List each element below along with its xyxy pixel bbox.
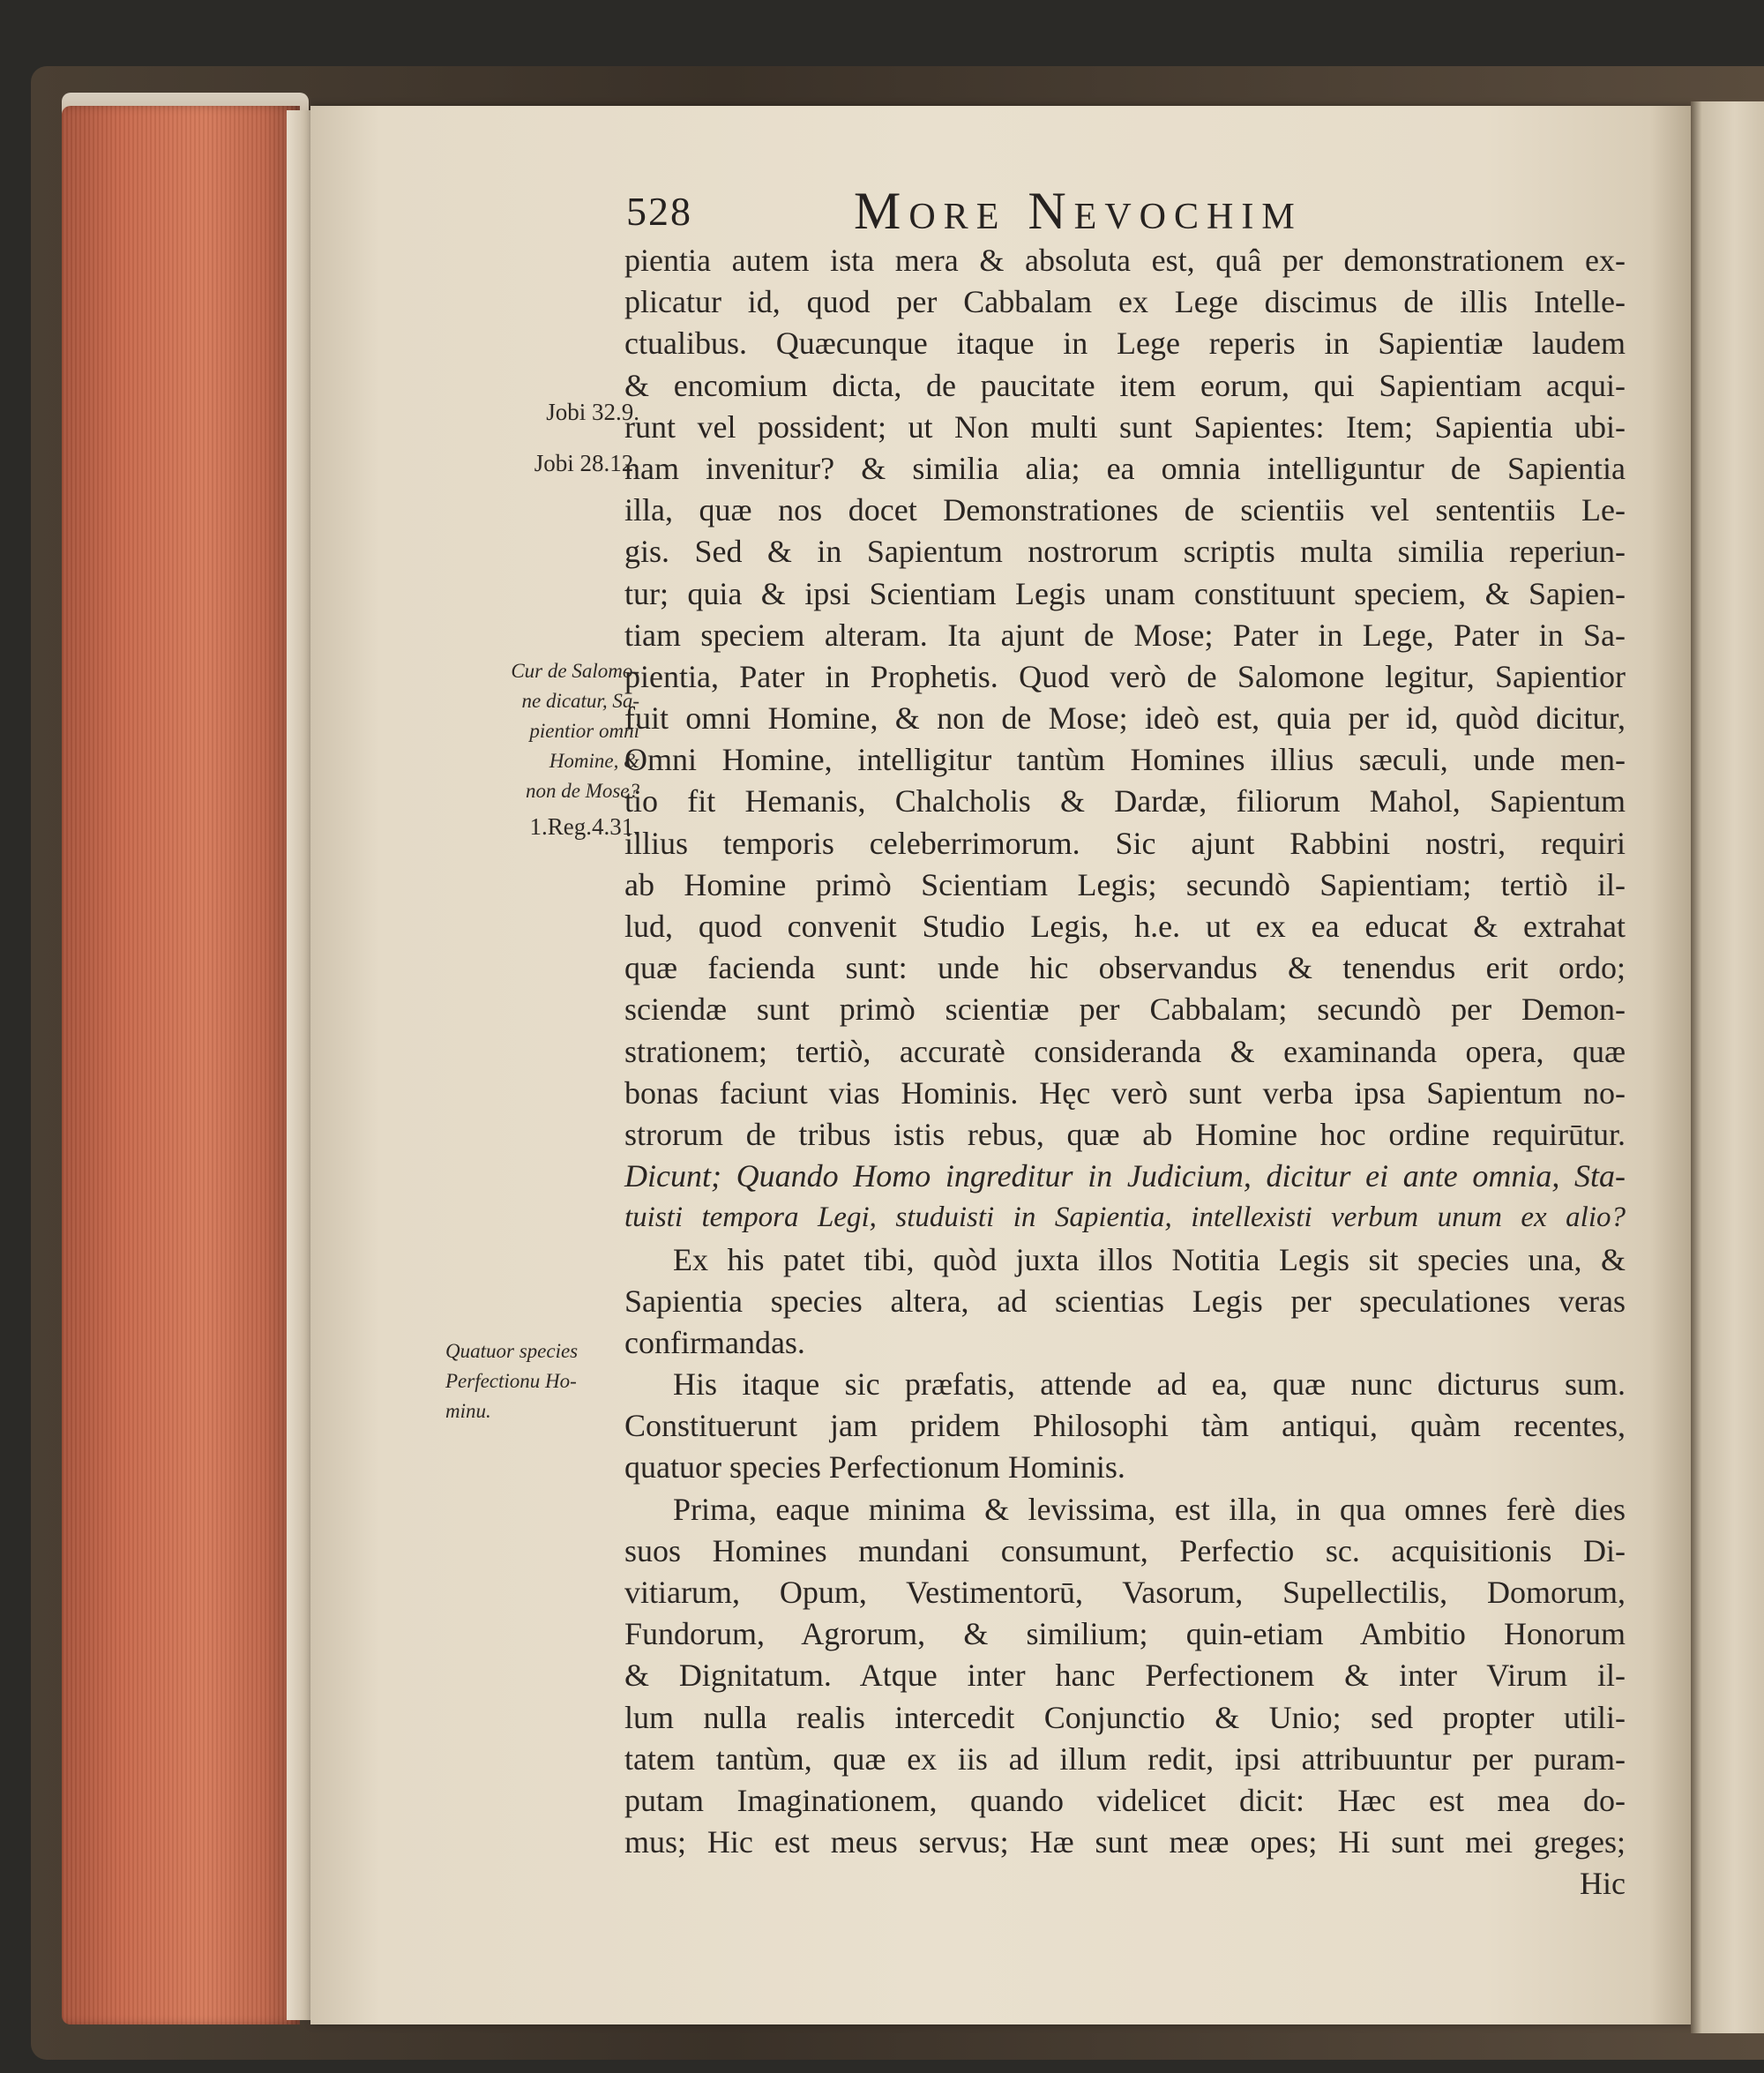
margin-note-solomon — [445, 656, 639, 806]
text-line: illius temporis celeberrimorum. Sic ajunt Rabbini nostri, requiri — [624, 825, 1626, 861]
text-line: quatuor species Perfectionum Hominis. — [624, 1449, 1125, 1486]
text-line: Omni Homine, intelligitur tantùm Homines illius sæculi, unde men- — [624, 742, 1626, 778]
text-line: sciendæ sunt primò scientiæ per Cabbalam; secundò per Demon- — [624, 992, 1626, 1028]
margin-note-line: Cur de Salomo- — [511, 660, 639, 682]
text-line: tio fit Hemanis, Chalcholis & Dardæ, filiorum Mahol, Sapientum — [624, 783, 1626, 819]
text-line: Sapientia species altera, ad scientias Legis per speculationes veras — [624, 1283, 1626, 1319]
text-line: gis. Sed & in Sapientum nostrorum scriptis multa similia reperiun- — [624, 534, 1626, 570]
text-line: Prima, eaque minima & levissima, est illa, in qua omnes ferè dies — [673, 1491, 1626, 1527]
catchword: Hic — [1580, 1866, 1626, 1902]
text-line: tiam speciem alteram. Ita ajunt de Mose; Pater in Lege, Pater in Sa- — [624, 617, 1626, 653]
text-line: bonas faciunt vias Hominis. Hęc verò sunt verba ipsa Sapientum no- — [624, 1074, 1626, 1111]
text-line: tuisti tempora Legi, studuisti in Sapientia, intellexisti verbum unum ex alio? — [624, 1201, 1626, 1234]
text-line: confirmandas. — [624, 1324, 805, 1360]
text-line: mus; Hic est meus servus; Hæ sunt meæ opes; Hi sunt mei greges; — [624, 1824, 1626, 1860]
running-title: More Nevochim — [854, 182, 1303, 240]
text-line: pientia, Pater in Prophetis. Quod verò de Salomone legitur, Sapientior — [624, 658, 1626, 694]
facing-page-edge — [1691, 101, 1764, 2033]
text-line: Fundorum, Agrorum, & similium; quin-etiam Ambitio Honorum — [624, 1616, 1626, 1652]
text-line: ab Homine primò Scientiam Legis; secundò Sapientiam; tertiò il- — [624, 866, 1626, 902]
text-line: Dicunt; Quando Homo ingreditur in Judicium, dicitur ei ante omnia, Sta- — [624, 1158, 1626, 1194]
text-line: lum nulla realis intercedit Conjunctio & Unio; sed propter utili- — [624, 1699, 1626, 1735]
margin-note-line: 1.Reg.4.31. — [529, 813, 639, 840]
text-line: vitiarum, Opum, Vestimentorū, Vasorum, Supellectilis, Domorum, — [624, 1575, 1626, 1610]
margin-note-line: Jobi 32.9. — [546, 399, 639, 425]
text-line: quæ facienda sunt: unde hic observandus & tenendus erit ordo; — [624, 950, 1626, 986]
margin-note-perfections — [445, 1336, 639, 1426]
text-line: pientia autem ista mera & absoluta est, quâ per demonstrationem ex- — [624, 243, 1626, 278]
text-line: Ex his patet tibi, quòd juxta illos Notitia Legis sit species una, & — [673, 1241, 1626, 1277]
margin-note-line: pientior omni — [529, 720, 639, 742]
page-number: 528 — [626, 189, 692, 234]
text-line: strorum de tribus istis rebus, quæ ab Homine hoc ordine requirūtur. — [624, 1116, 1626, 1152]
text-line: tur; quia & ipsi Scientiam Legis unam constituunt speciem, & Sapien- — [624, 575, 1626, 611]
text-line: putam Imaginationem, quando videlicet dicit: Hæc est mea do- — [624, 1782, 1626, 1818]
margin-note-line: Perfectionu Ho- — [445, 1370, 577, 1392]
text-line: Constituerunt jam pridem Philosophi tàm antiqui, quàm recentes, — [624, 1408, 1626, 1444]
margin-note-line: minu. — [445, 1400, 491, 1422]
margin-note-line: Quatuor species — [445, 1340, 579, 1362]
red-page-edges — [62, 106, 300, 2024]
text-line: tatem tantùm, quæ ex iis ad illum redit, ipsi attribuuntur per puram- — [624, 1740, 1626, 1777]
text-line: ctualibus. Quæcunque itaque in Lege reperis in Sapientiæ laudem — [624, 326, 1626, 362]
margin-note-line: Jobi 28.12. — [534, 450, 639, 476]
margin-note-ref — [445, 448, 639, 478]
text-line: & Dignitatum. Atque inter hanc Perfectionem & inter Virum il- — [624, 1658, 1626, 1694]
text-line: runt vel possident; ut Non multi sunt Sapientes: Item; Sapientia ubi- — [624, 408, 1626, 445]
margin-note-ref — [445, 812, 639, 842]
text-line: strationem; tertiò, accuratè considerandа & examinanda opera, quæ — [624, 1033, 1626, 1069]
margin-note-ref — [445, 397, 639, 427]
text-line: lud, quod convenit Studio Legis, h.e. ut ex ea educat & extrahat — [624, 909, 1626, 944]
text-line: fuit omni Homine, & non de Mose; ideò est, quia per id, quòd dicitur, — [624, 700, 1626, 737]
text-line: illa, quæ nos docet Demonstrationes de scientiis vel sententiis Le- — [624, 492, 1626, 528]
text-line: His itaque sic præfatis, attende ad ea, quæ nunc dicturus sum. — [673, 1366, 1626, 1403]
text-line: & encomium dicta, de paucitate item eorum, qui Sapientiam acqui- — [624, 367, 1626, 403]
text-line: nam invenitur? & similia alia; ea omnia intelliguntur de Sapientia — [624, 450, 1626, 486]
margin-note-line: Homine, & — [549, 750, 639, 772]
text-line: suos Homines mundani consumunt, Perfectio sc. acquisitionis Di- — [624, 1532, 1626, 1568]
main-text — [624, 240, 1626, 1905]
page-gutter — [287, 110, 313, 2020]
margin-note-line: non de Mose? — [525, 780, 639, 802]
text-line: plicatur id, quod per Cabbalam ex Lege discimus de illis Intelle- — [624, 284, 1626, 320]
margin-note-line: ne dicatur, Sa- — [521, 690, 639, 712]
